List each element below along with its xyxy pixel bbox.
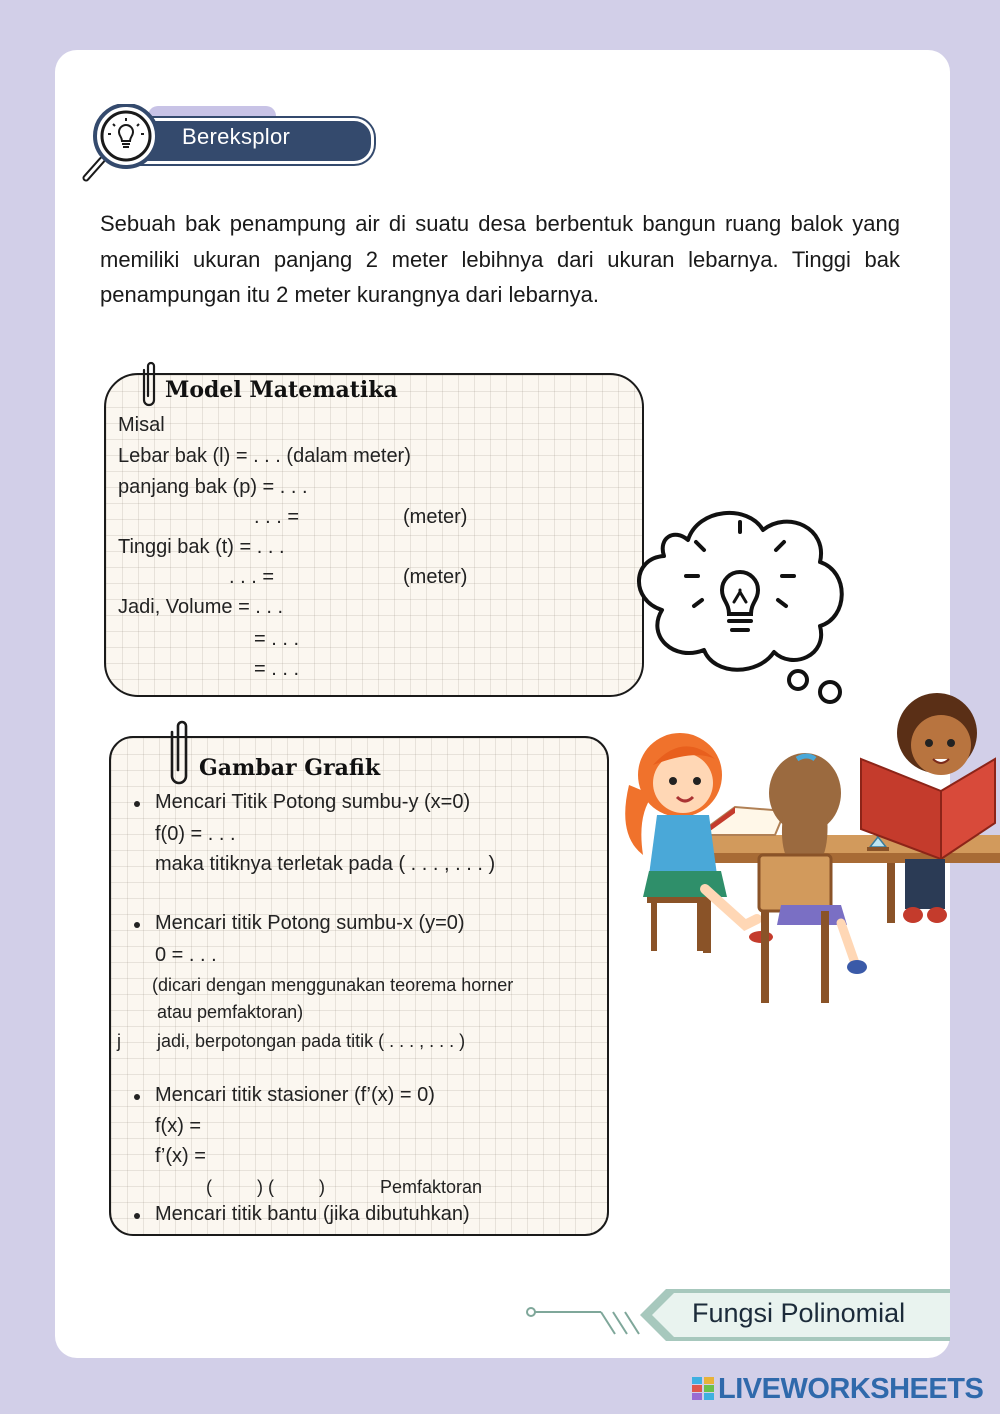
model-matematika-title: Model Matematika — [165, 377, 398, 403]
panjang-expression: . . . = — [254, 506, 300, 528]
tinggi-unit: (meter) — [403, 566, 468, 588]
lebar-line: Lebar bak (l) = . . . (dalam meter) — [118, 445, 411, 467]
step-titik-potong-y: Mencari Titik Potong sumbu-y (x=0) — [155, 791, 471, 813]
footer-title: Fungsi Polinomial — [692, 1298, 906, 1328]
liveworksheets-logo[interactable] — [692, 1374, 983, 1404]
step-titik-potong-x: Mencari titik Potong sumbu-x (y=0) — [155, 912, 465, 934]
horner-note: (dicari dengan menggunakan teorema horner — [152, 975, 514, 995]
titik-y-result: maka titiknya terletak pada ( . . . , . . . ) — [155, 853, 496, 875]
f0-line: f(0) = . . . — [155, 823, 236, 845]
misal-label: Misal — [118, 414, 165, 436]
bullet-point — [134, 801, 140, 807]
pemfaktoran-label: Pemfaktoran — [380, 1177, 483, 1197]
stray-letter: j — [117, 1031, 121, 1051]
paperclip-icon — [138, 360, 160, 410]
tinggi-line: Tinggi bak (t) = . . . — [118, 536, 285, 558]
factor-brackets: ( ) ( ) — [206, 1177, 325, 1197]
volume-step-2: = . . . — [254, 658, 300, 680]
step-titik-bantu: Mencari titik bantu (jika dibutuhkan) — [155, 1203, 470, 1225]
bullet-point — [134, 922, 140, 928]
panjang-unit: (meter) — [403, 506, 468, 528]
fpx-line: f’(x) = — [155, 1145, 206, 1167]
tinggi-expression: . . . = — [229, 566, 275, 588]
magnifier-lightbulb-icon — [80, 104, 164, 184]
zero-equation: 0 = . . . — [155, 944, 217, 966]
panjang-line: panjang bak (p) = . . . — [118, 476, 308, 498]
volume-line: Jadi, Volume = . . . — [118, 596, 284, 618]
paperclip-icon — [165, 718, 193, 790]
step-titik-stasioner: Mencari titik stasioner (f’(x) = 0) — [155, 1084, 435, 1106]
liveworksheets-logo-icon — [692, 1377, 714, 1401]
fx-line: f(x) = — [155, 1115, 202, 1137]
bullet-point — [134, 1094, 140, 1100]
problem-statement: Sebuah bak penampung air di suatu desa berbentuk bangun ruang balok yang memiliki ukuran panjang 2 meter lebihnya dari ukuran lebarnya. Tinggi bak penampungan itu 2 meter kurangnya dari lebarnya. — [100, 211, 900, 307]
model-matematika-box — [104, 373, 644, 697]
horner-note-cont: atau pemfaktoran) — [157, 1002, 304, 1022]
children-reading-illustration — [605, 675, 1000, 1020]
gambar-grafik-title: Gambar Grafik — [199, 755, 381, 781]
liveworksheets-brand: LIVEWORKSHEETS — [718, 1372, 984, 1405]
titik-x-result: jadi, berpotongan pada titik ( . . . , . . . ) — [157, 1031, 466, 1051]
bullet-point — [134, 1213, 140, 1219]
section-badge-label: Bereksplor — [182, 124, 291, 149]
volume-step-1: = . . . — [254, 628, 300, 650]
